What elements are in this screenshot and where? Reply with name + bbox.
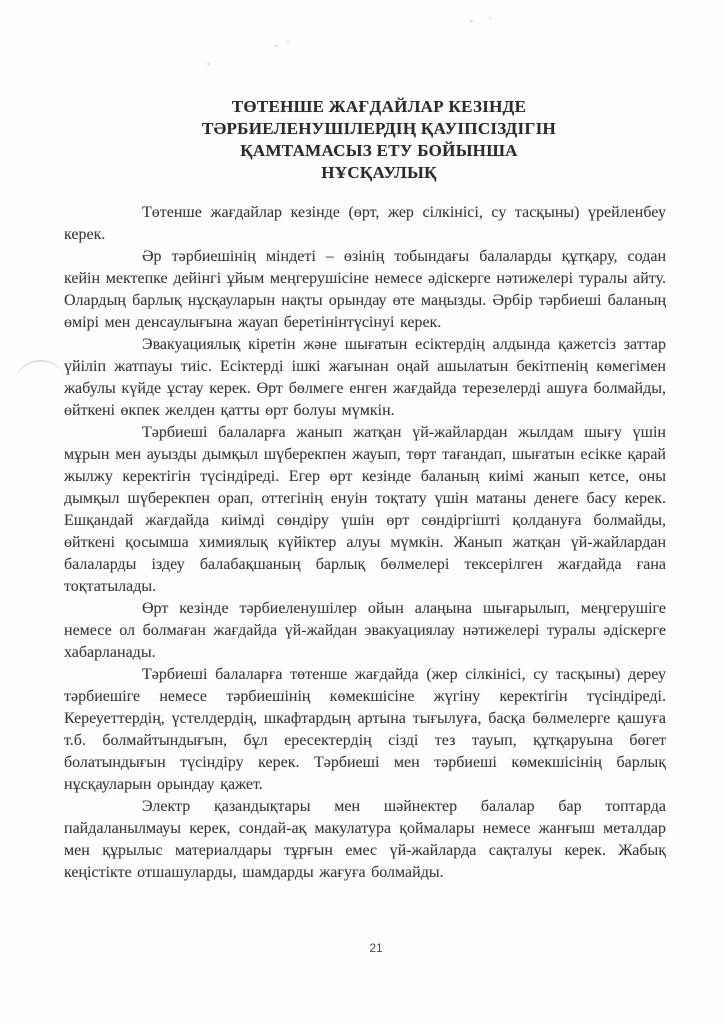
body-paragraph-3: Эвакуациялық кіретін және шығатын есіктердің алдында қажетсіз заттар үйіліп жатпауы тиіс. Есіктерді ішкі жағынан оңай ашылатын бекітпенің көмегімен жабулы күйде ұстау керек. Өрт бөлмеге енген жағдайда терезелерді ашуға болмайды, өйткені өкпек желден қатты өрт болуы мүмкін.	[64, 336, 666, 419]
body-paragraph-6: Тәрбиеші балаларға төтенше жағдайда (жер сілкінісі, су тасқыны) дереу тәрбиешіге немесе тәрбиешінің көмекшісіне жүгіну керектігін түсіндіреді. Кереуеттердің, үстелдердің, шкафтардың артына тығылуға, басқа бөлмелерге қашуға т.б. болмайтындығын, бұл ересектердің сізді тез тауып, құтқаруына бөгет болатындығын түсіндіру керек. Тәрбиеші мен тәрбиеші көмекшісінің барлық нұсқауларын орындау қажет.	[64, 666, 666, 793]
title-line: НҰСҚАУЛЫҚ	[321, 163, 437, 182]
body-paragraph-5: Өрт кезінде тәрбиеленушілер ойын алаңына шығарылып, меңгерушіге немесе ол болмаған жағдайда үй-жайдан эвакуациялау нәтижелері туралы әдіскерге хабарланады.	[64, 600, 666, 661]
title-line: ТӘРБИЕЛЕНУШІЛЕРДІҢ ҚАУІПСІЗДІГІН	[201, 119, 557, 138]
page-number: 21	[369, 941, 383, 955]
document-title	[78, 96, 680, 184]
body-paragraph-7: Электр қазандықтары мен шәйнектер балалар бар топтарда пайдаланылмауы керек, сондай-ақ макулатура қоймалары немесе жанғыш металдар мен құрылыс материалдары тұрғын емес үй-жайларда сақталуы керек. Жабық кеңістікте отшашуларды, шамдарды жағуға болмайды.	[64, 798, 666, 881]
body-paragraph-4: Тәрбиеші балаларға жанып жатқан үй-жайлардан жылдам шығу үшін мұрын мен ауызды дымқыл шүберекпен жауып, төрт тағандап, шығатын есікке қарай жылжу керектігін түсіндіреді. Егер өрт кезінде баланың киімі жанып кетсе, оны дымқыл шүберекпен орап, оттегінің енуін тоқтату үшін матаны денеге басу керек. Ешқандай жағдайда киімді сөндіру үшін өрт сөндіргішті қолдануға болмайды, өйткені қосымша химиялық күйіктер алуы мүмкін. Жанып жатқан үй-жайлардан балаларды іздеу балабақшаның барлық бөлмелері тексерілген жағдайда ғана тоқтатылады.	[64, 424, 666, 595]
document-body	[64, 202, 666, 884]
title-line: ТӨТЕНШЕ ЖАҒДАЙЛАР КЕЗІНДЕ	[231, 97, 527, 116]
title-line: ҚАМТАМАСЫЗ ЕТУ БОЙЫНША	[240, 141, 518, 160]
body-paragraph-2: Әр тәрбиешінің міндеті – өзінің тобындағы балаларды құтқару, содан кейін мектепке дейінгі ұйым меңгерушісіне немесе әдіскерге нәтижелері туралы айту. Олардың барлық нұсқауларын нақты орындау өте маңызды. Әрбір тәрбиеші баланың өмірі мен денсаулығына жауап беретінінтүсінуі керек.	[64, 248, 666, 331]
scan-artifact-arc	[13, 357, 65, 384]
scan-speck	[207, 63, 210, 65]
document-content	[64, 96, 666, 884]
scan-speck	[489, 17, 491, 19]
scan-speck	[275, 45, 278, 47]
scan-speck	[287, 41, 289, 43]
body-paragraph-1: Төтенше жағдайлар кезінде (өрт, жер сілкінісі, су тасқыны) үрейленбеу керек.	[64, 204, 666, 243]
scan-speck	[470, 20, 473, 22]
